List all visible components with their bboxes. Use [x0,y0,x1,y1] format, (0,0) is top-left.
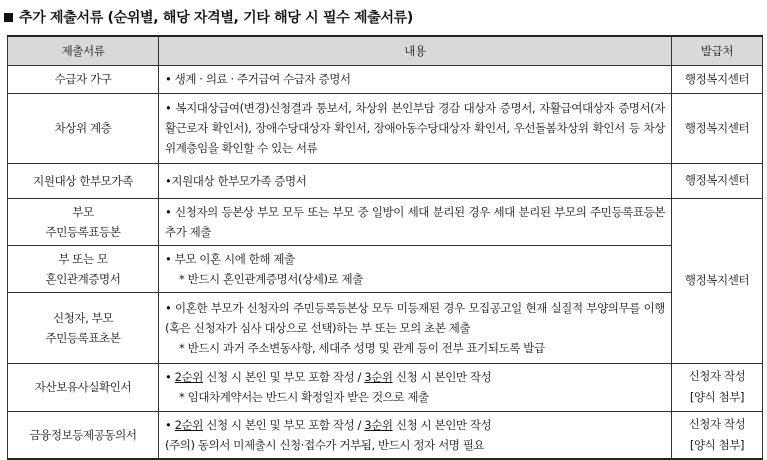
table-row [8,163,763,198]
content-line: • 부모 이혼 시에 한해 제출 [165,251,295,266]
table-row [8,65,763,93]
header-issuer: 발급처 [672,36,763,65]
issuer-cell [672,411,763,459]
doc-line: 혼인관계증명서 [45,271,121,286]
bullet: • [165,370,175,384]
issuer-line: 신청자 작성 [688,369,746,383]
line-text: 신청 시 본인 및 부모 포함 작성 / [202,417,365,432]
content-subnote: * 임대차계약서는 반드시 확정일자 받은 것으로 제출 [179,390,429,404]
line-text: 신청 시 본인만 작성 [392,370,492,384]
doc-line: 부모 [72,204,94,219]
table-header-row [8,36,763,65]
content-cell: •지원대상 한부모가족 증명서 [159,163,672,198]
rank-3-text: 3순위 [364,370,393,384]
doc-cell: 자산보유사실확인서 [8,363,159,411]
documents-table [7,35,763,460]
content-cell: • 생계 · 의료 · 주거급여 수급자 증명서 [159,65,672,93]
section-title [4,6,413,28]
square-bullet-icon [4,13,13,22]
header-content: 내용 [159,36,672,65]
doc-cell: 금융정보등제공동의서 [8,411,159,459]
rank-3-text: 3순위 [364,417,393,432]
content-subnote: * 반드시 혼인관계증명서(상세)로 제출 [179,271,363,286]
content-cell [159,292,672,363]
issuer-cell: 행정복지센터 [672,163,763,198]
issuer-line: [양식 첨부] [689,437,745,452]
table-row [8,292,763,363]
content-line [165,367,665,387]
table-row [8,411,763,459]
doc-cell: 차상위 계층 [8,93,159,163]
table-row [8,198,763,245]
issuer-cell: 행정복지센터 [672,65,763,93]
issuer-cell: 행정복지센터 [672,93,763,163]
table-row [8,363,763,411]
doc-line: 신청자, 부모 [52,310,114,325]
doc-cell: 지원대상 한부모가족 [8,163,159,198]
content-cell [159,363,672,411]
content-cell: • 신청자의 등본상 부모 모두 또는 부모 중 일방이 세대 분리된 경우 세대 분리된 부모의 주민등록표등본 추가 제출 [159,198,672,245]
bullet: • [165,417,175,432]
issuer-cell [672,363,763,411]
content-line: • 이혼한 부모가 신청자의 주민등록등본상 모두 미등재된 경우 모집공고일 현재 실질적 부양의무를 이행(혹은 신청자가 심사 대상으로 선택)하는 부 또는 모의 초본 제출 [165,300,665,335]
line-text: 신청 시 본인 및 부모 포함 작성 / [202,370,365,384]
rank-2-text: 2순위 [174,370,203,384]
rank-2-text: 2순위 [174,417,203,432]
table-row [8,93,763,163]
content-cell [159,411,672,459]
doc-line: 주민등록표등본 [45,224,121,239]
content-line [165,415,665,435]
line-text: 신청 시 본인만 작성 [392,417,492,432]
content-cell: • 복지대상급여(변경)신청결과 통보서, 차상위 본인부담 경감 대상자 증명서, 자활급여대상자 증명서(자활근로자 확인서), 장애수당대상자 확인서, 장애아동수당대상자 확인서, 우선돌봄차상위 확인서 등 차상위계층임을 확인할 수 있는 서류 [159,93,672,163]
content-note: * 반드시 과거 주소변동사항, 세대주 성명 및 관계 등이 전부 표기되도록 발급 [179,340,545,355]
content-subnote: (주의) 동의서 미제출시 신청·접수가 거부됨, 반드시 정자 서명 필요 [165,437,485,452]
content-cell [159,245,672,292]
doc-cell [8,198,159,245]
issuer-cell-merged: 행정복지센터 [672,198,763,363]
doc-line: 부 또는 모 [58,251,108,266]
doc-cell [8,292,159,363]
issuer-line: 신청자 작성 [688,416,746,431]
doc-cell: 수급자 가구 [8,65,159,93]
doc-line: 주민등록표초본 [45,330,121,345]
table-row [8,245,763,292]
doc-cell [8,245,159,292]
issuer-line: [양식 첨부] [689,390,745,404]
header-doc: 제출서류 [8,36,159,65]
section-title-text: 추가 제출서류 (순위별, 해당 자격별, 기타 해당 시 필수 제출서류) [19,10,413,26]
